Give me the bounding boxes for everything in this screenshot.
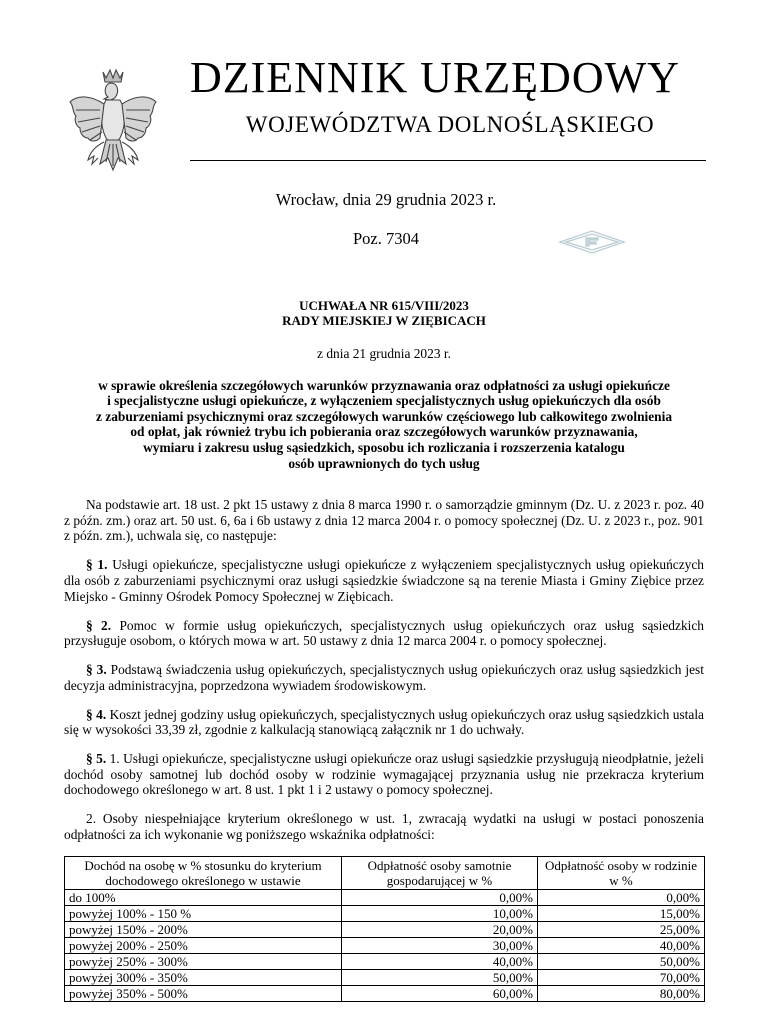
table-cell: powyżej 350% - 500% <box>65 985 342 1001</box>
subject-line: od opłat, jak również trybu ich pobierania oraz szczegółowych warunków przyznawania, <box>130 424 638 440</box>
electronic-signature-stamp-icon <box>556 228 628 256</box>
subject-line: wymiaru i zakresu usług sąsiedzkich, sposobu ich rozliczania i rozszerzenia katalogu <box>143 439 625 455</box>
table-cell: 40,00% <box>538 937 705 953</box>
section-5-point-2 <box>64 811 704 842</box>
resolution-title-line: UCHWAŁA NR 615/VIII/2023 <box>299 298 469 313</box>
document-body <box>64 298 704 1002</box>
table-row <box>65 921 705 937</box>
subject-line: i specjalistyczne usługi opiekuńcze, z wyłączeniem specjalistycznych usług opiekuńczych dla osób <box>107 393 661 409</box>
journal-title: DZIENNIK URZĘDOWY <box>190 53 680 102</box>
subject-line: w sprawie określenia szczegółowych warunków przyznawania oraz odpłatności za usługi opiekuńcze <box>98 377 670 393</box>
section-5 <box>64 751 704 798</box>
subject-line: osób uprawnionych do tych usług <box>288 455 480 471</box>
table-row <box>65 889 705 905</box>
table-cell: 20,00% <box>342 921 538 937</box>
header-divider <box>190 160 706 161</box>
publication-date: Wrocław, dnia 29 grudnia 2023 r. <box>275 190 497 209</box>
table-cell: 50,00% <box>538 953 705 969</box>
subject-line: z zaburzeniami psychicznymi oraz szczegółowych warunków częściowego lub całkowitego zwolnienia <box>95 408 673 424</box>
section-label: § 2. <box>86 617 112 633</box>
position-number: Poz. 7304 <box>353 229 419 248</box>
table-cell: 70,00% <box>538 969 705 985</box>
section-4 <box>64 707 704 738</box>
table-cell: do 100% <box>65 889 342 905</box>
table-header-row <box>65 856 705 889</box>
section-1 <box>64 557 704 604</box>
table-row <box>65 905 705 921</box>
section-text: Podstawą świadczenia usług opiekuńczych, specjalistycznych usług opiekuńczych oraz usług sąsiedzkich jest decyzja administracyjna, poprzedzona wywiadem środowiskowym. <box>64 662 704 693</box>
table-row <box>65 937 705 953</box>
resolution-date: z dnia 21 grudnia 2023 r. <box>317 346 451 361</box>
section-text: 2. Osoby niespełniające kryterium określonego w ust. 1, zwracają wydatki na usługi w postaci ponoszenia odpłatności za ich wykonanie wg poniższego wskaźnika odpłatności: <box>64 811 704 842</box>
resolution-subject <box>64 378 704 472</box>
table-cell: 40,00% <box>342 953 538 969</box>
table-cell: 0,00% <box>342 889 538 905</box>
table-cell: 50,00% <box>342 969 538 985</box>
table-header: Odpłatność osoby samotnie gospodarującej w % <box>342 856 538 889</box>
section-label: § 5. <box>86 751 107 767</box>
section-label: § 4. <box>86 706 107 722</box>
section-text: 1. Usługi opiekuńcze, specjalistyczne usługi opiekuńcze oraz usługi sąsiedzkie przysługują nieodpłatnie, jeżeli dochód osoby samotnej lub dochód osoby w rodzinie wymagającej przyznania usług nie przekracza kryterium dochodowego określonego w art. 8 ust. 1 pkt 1 i 2 ustawy o pomocy społecznej. <box>64 751 704 798</box>
section-text: Usługi opiekuńcze, specjalistyczne usługi opiekuńcze z wyłączeniem specjalistycznych usług opiekuńczych dla osób z zaburzeniami psychicznymi oraz usługi sąsiedzkie świadczone są na terenie Miasta i Gminy Ziębice przez Miejsko - Gminny Ośrodek Pomocy Społecznej w Ziębicach. <box>64 557 704 604</box>
table-cell: powyżej 200% - 250% <box>65 937 342 953</box>
section-3 <box>64 662 704 693</box>
table-row <box>65 953 705 969</box>
table-cell: 80,00% <box>538 985 705 1001</box>
table-cell: 0,00% <box>538 889 705 905</box>
table-cell: powyżej 150% - 200% <box>65 921 342 937</box>
table-header: Dochód na osobę w % stosunku do kryterium dochodowego określonego w ustawie <box>65 856 342 889</box>
section-text: Pomoc w formie usług opiekuńczych, specjalistycznych usług opiekuńczych oraz usług sąsiedzkich przysługuje osobom, o których mowa w art. 50 ustawy z dnia 12 marca 2004 r. o pomocy społecznej. <box>64 617 704 649</box>
table-cell: 60,00% <box>342 985 538 1001</box>
section-label: § 1. <box>86 557 108 573</box>
polish-eagle-emblem-icon <box>66 66 160 182</box>
table-cell: 30,00% <box>342 937 538 953</box>
table-cell: 25,00% <box>538 921 705 937</box>
table-cell: powyżej 250% - 300% <box>65 953 342 969</box>
section-2 <box>64 618 704 649</box>
table-header: Odpłatność osoby w rodzinie w % <box>538 856 705 889</box>
section-label: § 3. <box>86 662 107 678</box>
table-cell: 15,00% <box>538 905 705 921</box>
journal-subtitle: WOJEWÓDZTWA DOLNOŚLĄSKIEGO <box>245 112 655 137</box>
table-row <box>65 985 705 1001</box>
resolution-title <box>64 298 704 328</box>
table-cell: 10,00% <box>342 905 538 921</box>
preamble: Na podstawie art. 18 ust. 2 pkt 15 ustawy z dnia 8 marca 1990 r. o samorządzie gminnym (Dz. U. z 2023 r. poz. 40 z późn. zm.) oraz art. 50 ust. 6, 6a i 6b ustawy z dnia 12 marca 2004 r. o pomocy społecznej (Dz. U. z 2023 r., poz. 901 z późn. zm.), uchwala się, co następuje: <box>64 497 704 544</box>
resolution-title-line: RADY MIEJSKIEJ W ZIĘBICACH <box>282 313 486 328</box>
fee-table <box>64 856 705 1002</box>
table-cell: powyżej 100% - 150 % <box>65 905 342 921</box>
table-row <box>65 969 705 985</box>
table-cell: powyżej 300% - 350% <box>65 969 342 985</box>
section-text: Koszt jednej godziny usług opiekuńczych, specjalistycznych usług opiekuńczych oraz usług sąsiedzkich ustala się w wysokości 33,39 zł, zgodnie z kalkulacją stanowiącą załącznik nr 1 do uchwały. <box>64 706 704 738</box>
